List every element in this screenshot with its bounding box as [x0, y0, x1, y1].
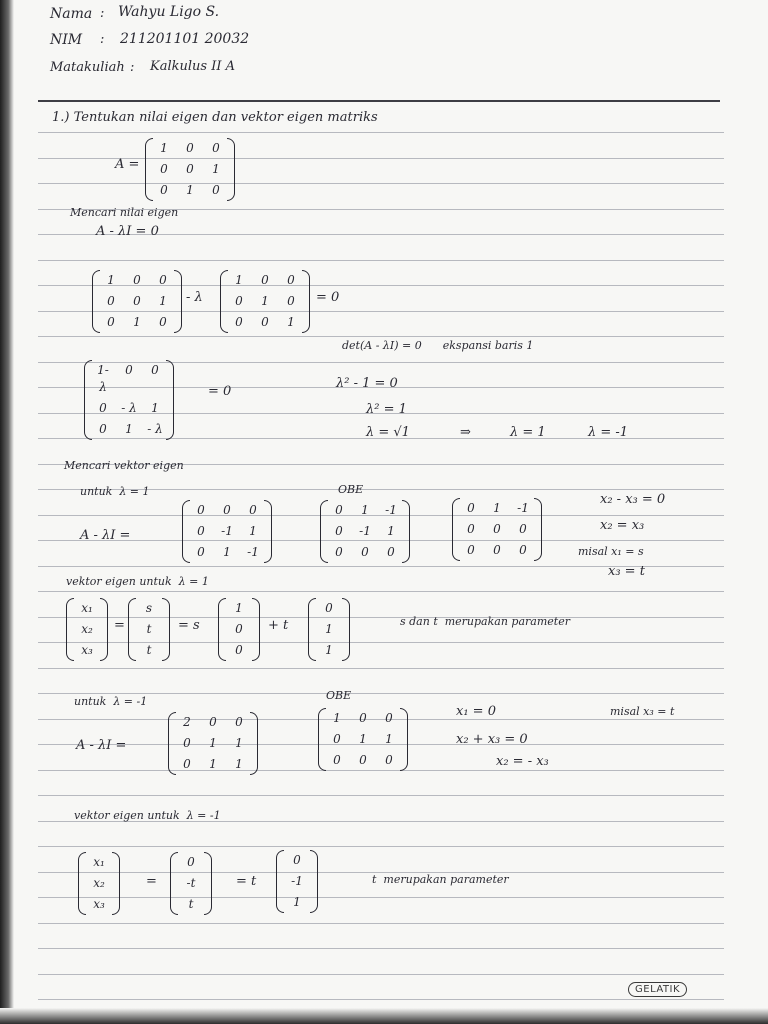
- ruled-line: [38, 132, 724, 133]
- matrix-cell: 0: [99, 422, 107, 436]
- obe-label-2: OBE: [326, 689, 352, 702]
- matrix-cell: 0: [335, 503, 343, 517]
- ruled-line: [38, 336, 724, 337]
- notebook-page: Nama : Wahyu Ligo S. NIM : 211201101 20032 Matakuliah : Kalkulus II A 1.) Tentukan nilai eigen dan vektor eigen matriks A = 1 0 0 0 0 1 0 1 0 Mencari nilai eigen A - λI = 0 1 0 0 0 0 1 0 1 0 - λ 1 0 0 0 1 0 0 0 1 = 0 det(A - λI) = 0 ekspansi baris 1 1-λ 0 0 0 - λ 1 0 1 - λ = 0 λ² - 1 = 0 λ² = 1 λ = √1 ⇒ λ = 1 λ = -1 Mencari vektor eigen untuk λ = 1 OBE A - λI = 0 0 0 0 -1 1 0 1 -1 0 1 -1 0 -1 1 0 0 0 0 1 -1 0 0 0 0 0 0 x₂ - x₃ = 0 x₂ = x₃ misal x₁ = s x₃ = t vektor eigen untuk λ = 1 x₁ x₂ x₃ = s t t = s 1 0 0 + t 0 1 1 s dan t merupakan parameter untuk λ = -1 OBE A - λI = 2 0 0 0 1 1 0 1 1 1 0 0 0 1 1 0 0 0 x₁ = 0 misal x₃ = t x₂ + x₃ = 0 x₂ = - x₃ vektor eigen untuk λ = -1 x₁ x₂ x₃ = 0 -t t = t 0 -1 1 t merupakan parameter GELATIK: [0, 0, 768, 1024]
- matrix-cell: 0: [467, 543, 475, 557]
- equals-sign-1: =: [114, 618, 125, 633]
- matrix-cell: 0: [333, 732, 341, 746]
- eigenvalue-1: λ = 1: [510, 425, 546, 440]
- matrix-cell: 1: [359, 732, 367, 746]
- matrix-cell: 0: [493, 543, 501, 557]
- matrix-cell: 1: [293, 895, 301, 909]
- obe-matrix-2: [452, 498, 542, 561]
- matrix-cell: 1: [209, 757, 217, 771]
- matrix-cell: -1: [385, 503, 397, 517]
- ruled-line: [38, 158, 724, 159]
- matrix-cell: 0: [335, 524, 343, 538]
- matrix-a: [145, 138, 235, 201]
- matrix-cell: 0: [261, 315, 269, 329]
- obe-label-1: OBE: [338, 483, 364, 496]
- matrix-cell: 0: [325, 601, 333, 615]
- matrix-cell: 1: [160, 141, 168, 155]
- matrix-cell: 0: [159, 273, 167, 287]
- system-eq-d: x₃ = t: [608, 564, 645, 579]
- matrix-cell: 1-λ: [97, 363, 109, 394]
- case-lambda-1: untuk λ = 1: [80, 485, 150, 498]
- equals-zero: = 0: [316, 290, 340, 305]
- ruled-line: [38, 974, 724, 975]
- matrix-cell: 1: [261, 294, 269, 308]
- char-step-1: λ² - 1 = 0: [336, 376, 398, 391]
- matrix-cell: 0: [160, 162, 168, 176]
- matrix-cell: 0: [387, 545, 395, 559]
- matrix-cell: 1: [361, 503, 369, 517]
- equals-t: = t: [236, 874, 257, 889]
- matrix-cell: 0: [99, 401, 107, 415]
- matrix-cell: -1: [247, 545, 259, 559]
- matrix-cell: 1: [493, 501, 501, 515]
- matrix-cell: 1: [235, 757, 243, 771]
- matrix-cell: 1: [223, 545, 231, 559]
- char-step-2: λ² = 1: [366, 402, 407, 417]
- nim-value: 211201101 20032: [120, 31, 250, 47]
- system-eq-c: misal x₁ = s: [578, 545, 644, 558]
- ruled-line: [38, 591, 724, 592]
- matrix-a-copy: [92, 270, 182, 333]
- ruled-line: [38, 999, 724, 1000]
- ruled-line: [38, 923, 724, 924]
- ruled-line: [38, 897, 724, 898]
- matrix-cell: 0: [212, 183, 220, 197]
- matrix-cell: 0: [197, 545, 205, 559]
- matrix-cell: x₂: [93, 876, 105, 890]
- matrix-cell: 0: [212, 141, 220, 155]
- matrix-cell: 0: [223, 503, 231, 517]
- matrix-cell: 0: [133, 273, 141, 287]
- matrix-cell: 2: [183, 715, 191, 729]
- matrix-cell: 0: [385, 711, 393, 725]
- implies-arrow: ⇒: [460, 425, 471, 440]
- vector-st: [128, 598, 170, 661]
- name-value: Wahyu Ligo S.: [118, 4, 220, 20]
- basis-vector-3: [276, 850, 318, 913]
- minus-lambda: - λ: [186, 290, 203, 305]
- matrix-cell: - λ: [121, 401, 137, 415]
- obe-matrix-3: [318, 708, 408, 771]
- matrix-cell: 0: [519, 522, 527, 536]
- char-step-3: λ = √1: [366, 425, 410, 440]
- matrix-cell: -1: [221, 524, 233, 538]
- matrix-cell: t: [146, 622, 152, 636]
- matrix-cell: 0: [160, 183, 168, 197]
- matrix-cell: 1: [107, 273, 115, 287]
- matrix-cell: 1: [125, 422, 133, 436]
- matrix-cell: 0: [385, 753, 393, 767]
- matrix-cell: 1: [333, 711, 341, 725]
- characteristic-matrix: [84, 360, 174, 440]
- parameter-note-2: t merupakan parameter: [372, 873, 509, 886]
- matrix-cell: x₃: [93, 897, 105, 911]
- matrix-cell: 1: [235, 736, 243, 750]
- matrix-cell: 0: [107, 315, 115, 329]
- nim-label: NIM: [50, 32, 83, 48]
- matrix-cell: 0: [186, 162, 194, 176]
- matrix-cell: 0: [467, 522, 475, 536]
- matrix-cell: 0: [159, 315, 167, 329]
- matrix-cell: 1: [159, 294, 167, 308]
- eigenvector-1-heading: vektor eigen untuk λ = 1: [66, 575, 209, 588]
- matrix-cell: 0: [235, 294, 243, 308]
- header-separator: [38, 100, 720, 102]
- ruled-line: [38, 795, 724, 796]
- page-shadow-left: [0, 0, 14, 1024]
- matrix-cell: 0: [107, 294, 115, 308]
- ruled-line: [38, 846, 724, 847]
- matrix-cell: 1: [133, 315, 141, 329]
- det-note: det(A - λI) = 0 ekspansi baris 1: [342, 339, 534, 352]
- matrix-cell: 0: [235, 315, 243, 329]
- matrix-cell: x₃: [81, 643, 93, 657]
- matrix-cell: -t: [186, 876, 196, 890]
- matrix-cell: 1: [235, 273, 243, 287]
- ruled-line: [38, 183, 724, 184]
- vector-x-1: [66, 598, 108, 661]
- matrix-cell: 0: [335, 545, 343, 559]
- matrix-cell: 0: [293, 853, 301, 867]
- matrix-cell: x₂: [81, 622, 93, 636]
- matrix-cell: 1: [235, 601, 243, 615]
- matrix-cell: s: [145, 601, 153, 615]
- matrix-cell: 0: [359, 711, 367, 725]
- matrix-cell: 0: [197, 503, 205, 517]
- matrix-cell: 0: [249, 503, 257, 517]
- identity-matrix: [220, 270, 310, 333]
- matrix-cell: t: [188, 897, 194, 911]
- a-minus-lambda-1: A - λI =: [80, 528, 131, 543]
- matrix-cell: -1: [291, 874, 303, 888]
- problem-title: 1.) Tentukan nilai eigen dan vektor eigen matriks: [52, 110, 378, 125]
- course-label: Matakuliah: [50, 60, 125, 75]
- basis-vector-2: [308, 598, 350, 661]
- eigenvector-heading: Mencari vektor eigen: [64, 459, 184, 472]
- matrix-cell: 0: [519, 543, 527, 557]
- matrix-cell: - λ: [147, 422, 163, 436]
- matrix-cell: 1: [387, 524, 395, 538]
- matrix-cell: 0: [359, 753, 367, 767]
- matrix-cell: 0: [235, 715, 243, 729]
- matrix-cell: 0: [209, 715, 217, 729]
- system-eq-a: x₂ - x₃ = 0: [600, 492, 666, 507]
- matrix-cell: 1: [186, 183, 194, 197]
- matrix-cell: 0: [183, 757, 191, 771]
- system-eq-b: x₂ = x₃: [600, 518, 645, 533]
- matrix-cell: 0: [287, 294, 295, 308]
- parameter-note-1: s dan t merupakan parameter: [400, 615, 570, 628]
- char-equals-zero: = 0: [208, 384, 232, 399]
- system2-eq-b: misal x₃ = t: [610, 705, 675, 718]
- matrix-cell: x₁: [81, 601, 93, 615]
- basis-vector-1: [218, 598, 260, 661]
- matrix-cell: 0: [151, 363, 159, 377]
- system2-eq-a: x₁ = 0: [456, 704, 496, 719]
- matrix-cell: -1: [359, 524, 371, 538]
- course-value: Kalkulus II A: [150, 59, 235, 74]
- matrix-a-label: A =: [115, 157, 140, 172]
- plus-t: + t: [268, 618, 289, 633]
- vector-t: [170, 852, 212, 915]
- ruled-line: [38, 260, 724, 261]
- ruled-line: [38, 948, 724, 949]
- ruled-line: [38, 668, 724, 669]
- matrix-lambda-1: [182, 500, 272, 563]
- matrix-cell: 1: [325, 643, 333, 657]
- eigenvalue-2: λ = -1: [588, 425, 629, 440]
- matrix-cell: 1: [287, 315, 295, 329]
- matrix-cell: 0: [187, 855, 195, 869]
- system2-eq-d: x₂ = - x₃: [496, 754, 549, 769]
- matrix-cell: 0: [235, 643, 243, 657]
- system2-eq-c: x₂ + x₃ = 0: [456, 732, 528, 747]
- matrix-cell: 0: [186, 141, 194, 155]
- matrix-cell: 0: [493, 522, 501, 536]
- matrix-cell: 1: [325, 622, 333, 636]
- matrix-cell: 0: [133, 294, 141, 308]
- matrix-cell: -1: [517, 501, 529, 515]
- vector-x-2: [78, 852, 120, 915]
- matrix-cell: 0: [125, 363, 133, 377]
- matrix-cell: x₁: [93, 855, 105, 869]
- eigen-equation: A - λI = 0: [96, 224, 159, 239]
- matrix-cell: 1: [209, 736, 217, 750]
- matrix-cell: 0: [261, 273, 269, 287]
- equals-sign-2: =: [146, 874, 157, 889]
- eigenvector-2-heading: vektor eigen untuk λ = -1: [74, 809, 221, 822]
- page-shadow-bottom: [0, 1008, 768, 1024]
- matrix-lambda-minus-1: [168, 712, 258, 775]
- eigenvalue-heading: Mencari nilai eigen: [70, 206, 179, 219]
- name-label: Nama: [50, 6, 93, 22]
- matrix-cell: 0: [361, 545, 369, 559]
- matrix-cell: 0: [333, 753, 341, 767]
- case-lambda-minus-1: untuk λ = -1: [74, 695, 148, 708]
- matrix-cell: 1: [151, 401, 159, 415]
- matrix-cell: 0: [467, 501, 475, 515]
- equals-s: = s: [178, 618, 200, 633]
- matrix-cell: 1: [212, 162, 220, 176]
- matrix-cell: 0: [287, 273, 295, 287]
- matrix-cell: 0: [197, 524, 205, 538]
- brand-logo: GELATIK: [628, 982, 687, 997]
- matrix-cell: 0: [183, 736, 191, 750]
- matrix-cell: t: [146, 643, 152, 657]
- matrix-cell: 1: [249, 524, 257, 538]
- matrix-cell: 0: [235, 622, 243, 636]
- a-minus-lambda-2: A - λI =: [76, 738, 127, 753]
- obe-matrix-1: [320, 500, 410, 563]
- matrix-cell: 1: [385, 732, 393, 746]
